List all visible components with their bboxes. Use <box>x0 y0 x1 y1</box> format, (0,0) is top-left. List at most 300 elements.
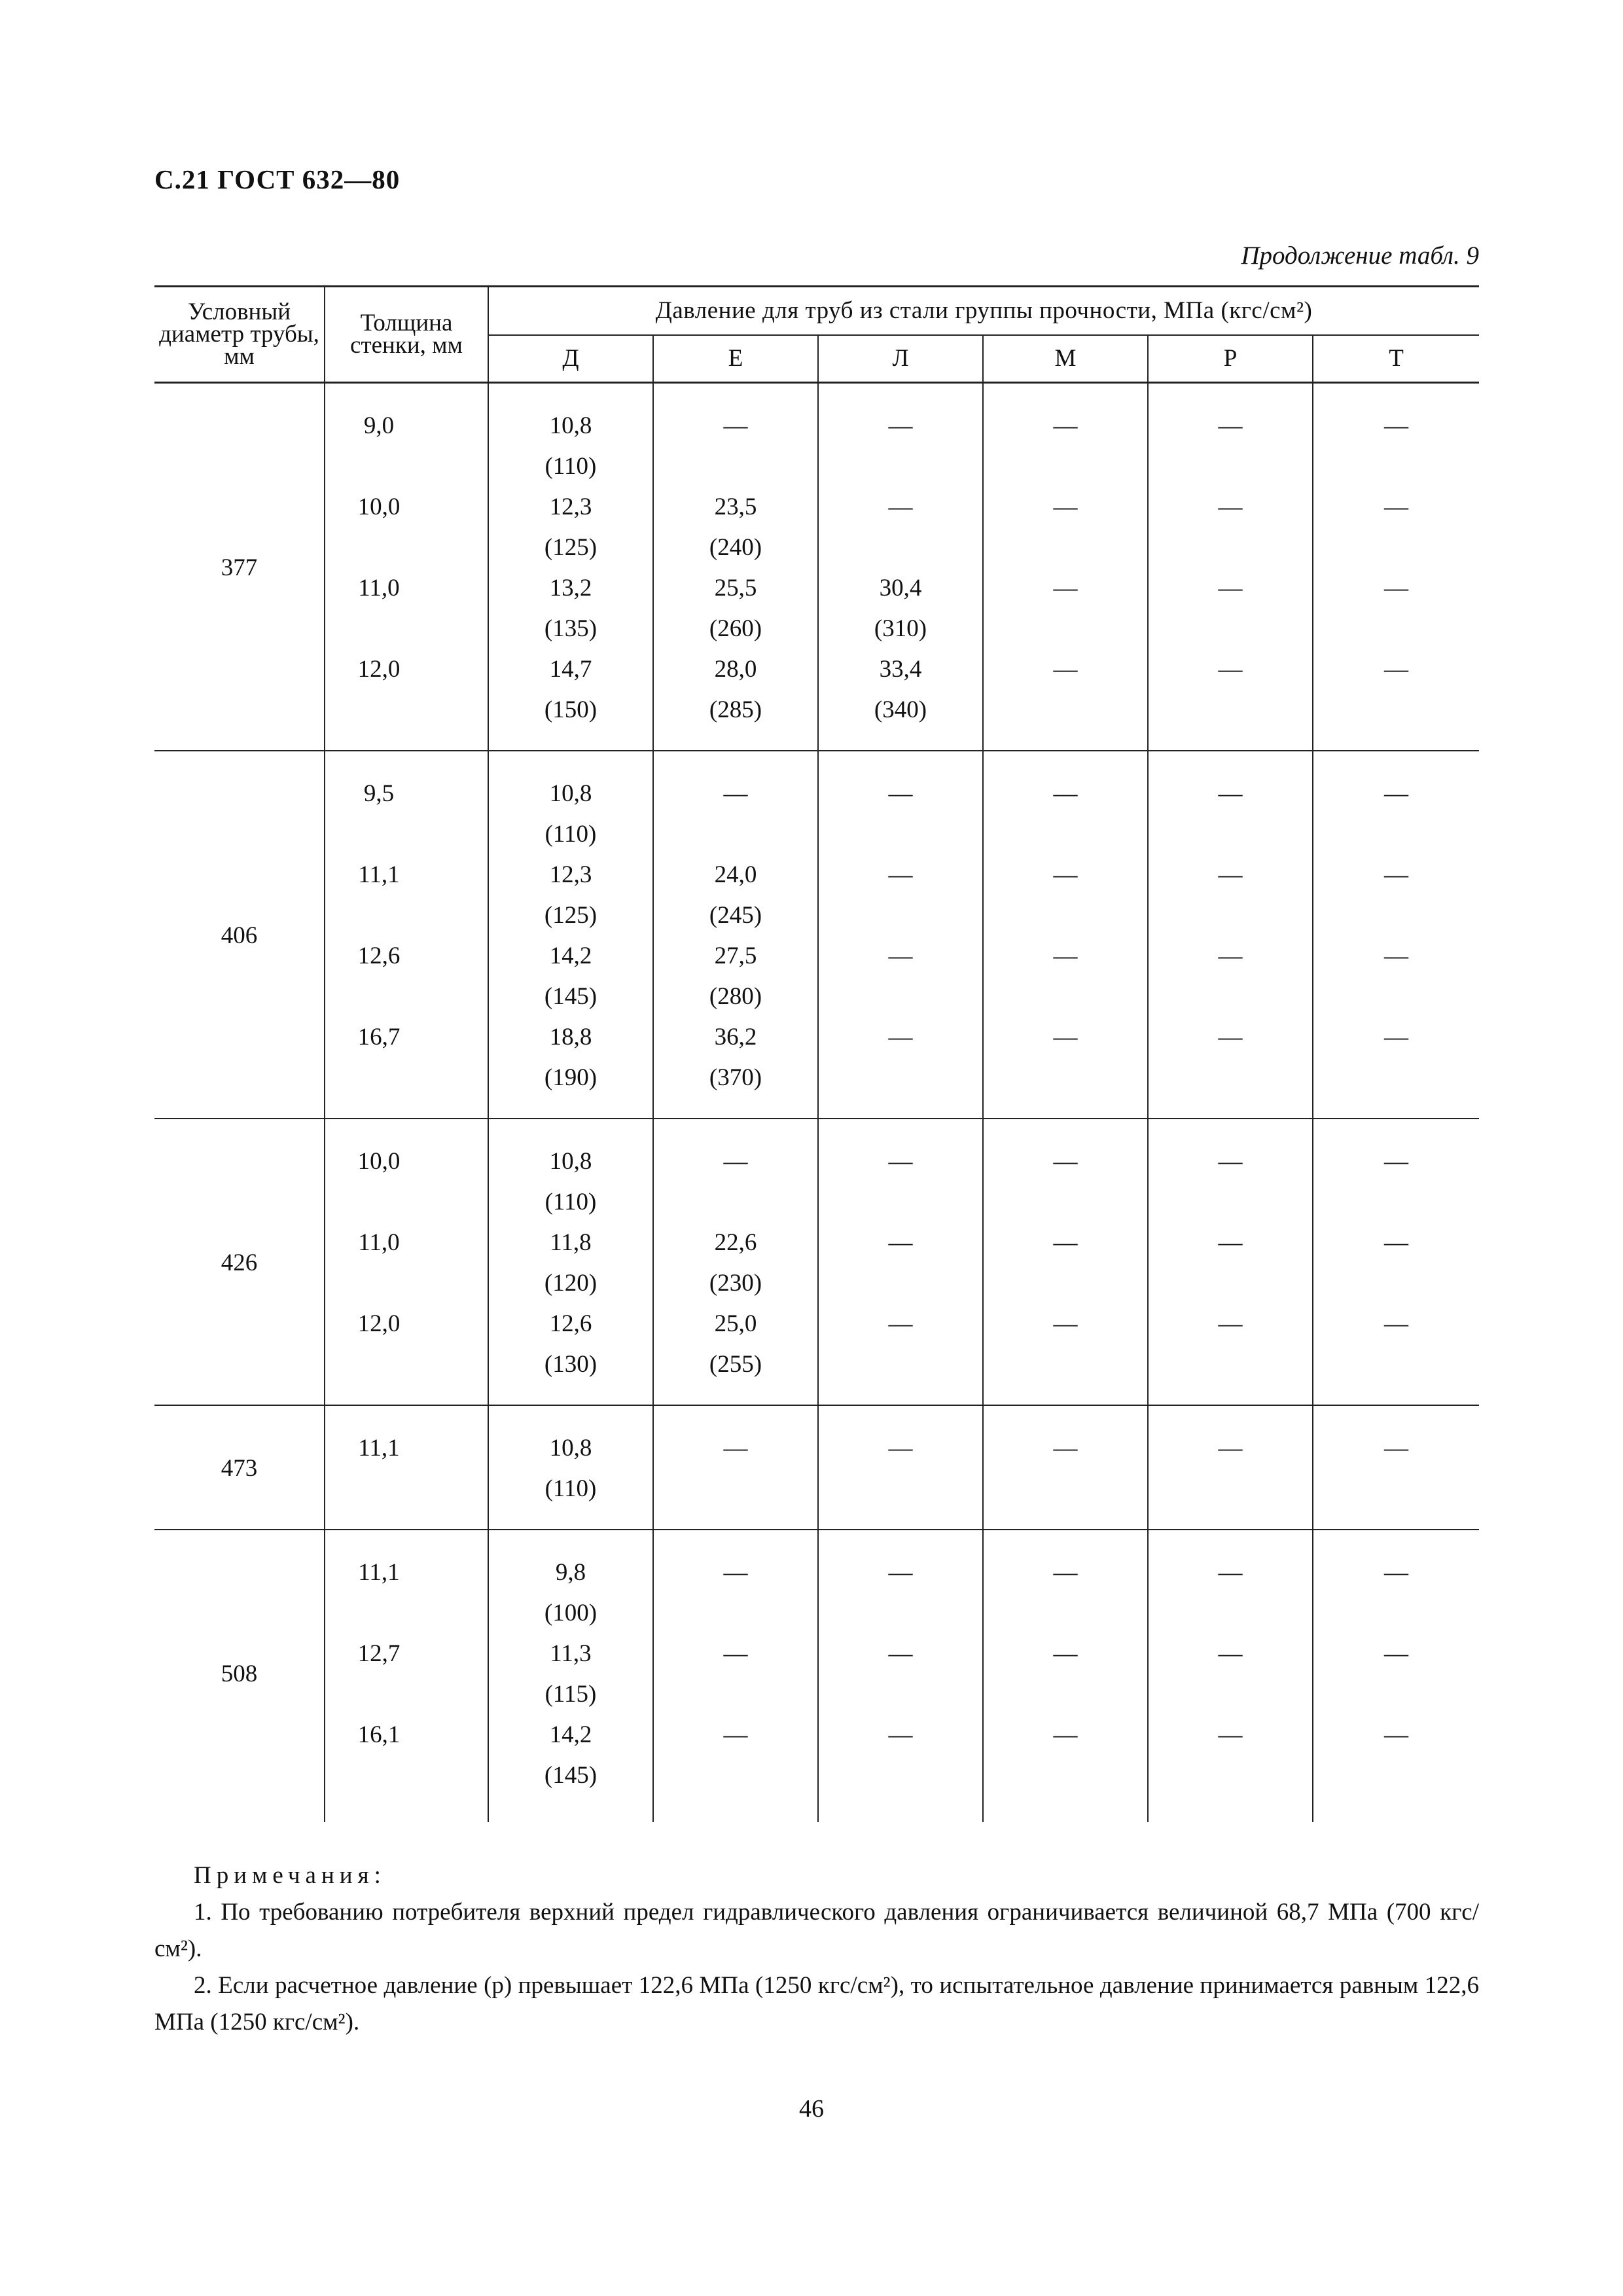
thickness-cell: 11,0 <box>325 568 488 609</box>
spacer-cell <box>653 730 818 751</box>
pressure-kgf-cell <box>1148 895 1313 936</box>
pressure-mpa-cell: 12,3 <box>488 487 653 528</box>
pressure-kgf-cell <box>653 446 818 487</box>
pressure-kgf-cell <box>1313 1469 1479 1509</box>
pressure-kgf-cell <box>818 1755 983 1796</box>
spacer-cell <box>818 1405 983 1428</box>
spacer-cell <box>488 1405 653 1428</box>
pressure-mpa-cell: — <box>818 1428 983 1469</box>
spacer-cell <box>1148 751 1313 774</box>
spacer-cell <box>1148 1509 1313 1530</box>
table-row <box>154 1304 1479 1344</box>
spacer-cell <box>818 1385 983 1405</box>
pressure-kgf-cell <box>1148 1674 1313 1715</box>
pressure-mpa-cell: — <box>1148 568 1313 609</box>
thickness-cell: 10,0 <box>325 1141 488 1182</box>
pressure-mpa-cell: — <box>983 1552 1148 1593</box>
group-spacer-row <box>154 383 1479 406</box>
group-spacer-row <box>154 751 1479 774</box>
pressure-mpa-cell: 36,2 <box>653 1017 818 1058</box>
note-item: 1. По требованию потребителя верхний предел гидравлического давления ограничивается величиной 68,7 МПа (700 кгс/см²). <box>154 1899 1479 1962</box>
pressure-kgf-cell <box>1148 814 1313 855</box>
pressure-kgf-cell: (190) <box>488 1058 653 1098</box>
grade-header-e: Е <box>653 335 818 383</box>
thickness-cell <box>325 1344 488 1385</box>
pressure-mpa-cell: — <box>983 406 1148 446</box>
pressure-kgf-cell <box>983 895 1148 936</box>
spacer-cell <box>488 1098 653 1119</box>
spacer-cell <box>325 1405 488 1428</box>
pressure-kgf-cell <box>1313 609 1479 649</box>
pressure-mpa-cell: 18,8 <box>488 1017 653 1058</box>
spacer-cell <box>325 1098 488 1119</box>
thickness-cell <box>325 977 488 1017</box>
thickness-cell <box>325 895 488 936</box>
pressure-kgf-cell: (135) <box>488 609 653 649</box>
group-spacer-row <box>154 1405 1479 1428</box>
pressure-kgf-cell <box>1313 1344 1479 1385</box>
pressure-mpa-cell: 13,2 <box>488 568 653 609</box>
spacer-cell <box>1313 1405 1479 1428</box>
table-row <box>154 1715 1479 1755</box>
spacer-cell <box>818 1796 983 1822</box>
pressure-mpa-cell: — <box>1148 1715 1313 1755</box>
pressure-kgf-cell: (370) <box>653 1058 818 1098</box>
pressure-mpa-cell: — <box>1313 1223 1479 1263</box>
pressure-mpa-cell: — <box>1148 1141 1313 1182</box>
group-bottom-row <box>154 1098 1479 1119</box>
spacer-cell <box>983 1509 1148 1530</box>
pressure-mpa-cell: 25,0 <box>653 1304 818 1344</box>
thickness-cell <box>325 609 488 649</box>
pressure-kgf-cell <box>1148 609 1313 649</box>
spacer-cell <box>488 383 653 406</box>
spacer-cell <box>154 1796 325 1822</box>
pressure-mpa-cell: 33,4 <box>818 649 983 690</box>
thickness-cell: 11,1 <box>325 1428 488 1469</box>
pressure-kgf-cell <box>1148 1344 1313 1385</box>
spacer-cell <box>1313 751 1479 774</box>
pressure-mpa-cell: 30,4 <box>818 568 983 609</box>
diameter-cell: 426 <box>221 1249 258 1276</box>
pressure-mpa-cell: 24,0 <box>653 855 818 895</box>
spacer-cell <box>983 383 1148 406</box>
spacer-cell <box>1313 1796 1479 1822</box>
spacer-cell <box>488 1530 653 1552</box>
thickness-cell <box>325 1058 488 1098</box>
table-row <box>154 649 1479 690</box>
pressure-mpa-cell: — <box>653 1715 818 1755</box>
pressure-kgf-cell <box>653 814 818 855</box>
pressure-kgf-cell: (280) <box>653 977 818 1017</box>
pressure-kgf-cell <box>818 1263 983 1304</box>
pressure-mpa-cell: — <box>1148 1017 1313 1058</box>
pressure-kgf-cell <box>983 1182 1148 1223</box>
table-row <box>154 690 1479 730</box>
table-row <box>154 487 1479 528</box>
grade-header-t: Т <box>1313 335 1479 383</box>
pressure-mpa-cell: 11,8 <box>488 1223 653 1263</box>
pressure-kgf-cell <box>1148 1058 1313 1098</box>
table-row <box>154 936 1479 977</box>
pressure-kgf-cell <box>818 1469 983 1509</box>
spacer-cell <box>325 1530 488 1552</box>
spacer-cell <box>325 1509 488 1530</box>
pressure-kgf-cell <box>983 1755 1148 1796</box>
pressure-mpa-cell: — <box>818 1552 983 1593</box>
pressure-mpa-cell: — <box>653 1552 818 1593</box>
pressure-mpa-cell: 28,0 <box>653 649 818 690</box>
pressure-kgf-cell <box>818 814 983 855</box>
thickness-cell: 11,1 <box>325 1552 488 1593</box>
pressure-mpa-cell: 22,6 <box>653 1223 818 1263</box>
pressure-kgf-cell <box>983 977 1148 1017</box>
spacer-cell <box>818 1119 983 1141</box>
spacer-cell <box>325 383 488 406</box>
pressure-mpa-cell: — <box>818 406 983 446</box>
table-row <box>154 1141 1479 1182</box>
table-row <box>154 1263 1479 1304</box>
pressure-mpa-cell: 14,2 <box>488 936 653 977</box>
pressure-kgf-cell: (110) <box>488 1469 653 1509</box>
table-row <box>154 1017 1479 1058</box>
thickness-cell <box>325 446 488 487</box>
pressure-mpa-cell: — <box>983 936 1148 977</box>
thickness-cell: 9,5 <box>325 774 488 814</box>
table-row <box>154 1469 1479 1509</box>
table-row <box>154 1755 1479 1796</box>
pressure-mpa-cell: 10,8 <box>488 1141 653 1182</box>
table-row <box>154 609 1479 649</box>
spacer-cell <box>488 1119 653 1141</box>
pressure-mpa-cell: — <box>983 1304 1148 1344</box>
pressure-kgf-cell <box>1148 1593 1313 1634</box>
pressure-mpa-cell: — <box>1313 406 1479 446</box>
thickness-cell: 9,0 <box>325 406 488 446</box>
pressure-mpa-cell: — <box>1148 1428 1313 1469</box>
pressure-kgf-cell <box>1313 446 1479 487</box>
pressure-kgf-cell <box>1148 1182 1313 1223</box>
spacer-cell <box>653 751 818 774</box>
pressure-kgf-cell <box>1313 1058 1479 1098</box>
pressure-mpa-cell: — <box>1313 936 1479 977</box>
thickness-cell <box>325 814 488 855</box>
pressure-mpa-cell: — <box>1148 774 1313 814</box>
pressure-mpa-cell: — <box>1148 649 1313 690</box>
notes-title: Примечания: <box>194 1862 386 1889</box>
pressure-kgf-cell <box>1313 895 1479 936</box>
thickness-cell <box>325 528 488 568</box>
table-end-spacer-row <box>154 1796 1479 1822</box>
pressure-kgf-cell <box>983 690 1148 730</box>
pressure-mpa-cell: — <box>1313 1141 1479 1182</box>
spacer-cell <box>653 1119 818 1141</box>
pressure-mpa-cell: — <box>1148 406 1313 446</box>
spacer-cell <box>154 1405 325 1428</box>
pressure-mpa-cell: 23,5 <box>653 487 818 528</box>
spacer-cell <box>1148 1796 1313 1822</box>
pressure-kgf-cell <box>1148 528 1313 568</box>
spacer-cell <box>154 730 325 751</box>
spacer-cell <box>1148 1530 1313 1552</box>
pressure-kgf-cell: (120) <box>488 1263 653 1304</box>
spacer-cell <box>983 1385 1148 1405</box>
pressure-mpa-cell: 10,8 <box>488 1428 653 1469</box>
group-bottom-row <box>154 730 1479 751</box>
spacer-cell <box>818 1509 983 1530</box>
spacer-cell <box>653 383 818 406</box>
table-row <box>154 895 1479 936</box>
pressure-kgf-cell: (125) <box>488 528 653 568</box>
pressure-kgf-cell: (110) <box>488 446 653 487</box>
table-row <box>154 528 1479 568</box>
grade-header-m: М <box>983 335 1148 383</box>
pressure-kgf-cell: (340) <box>818 690 983 730</box>
pressure-kgf-cell: (110) <box>488 1182 653 1223</box>
table-row <box>154 1223 1479 1263</box>
pressure-kgf-cell <box>983 814 1148 855</box>
spacer-cell <box>983 751 1148 774</box>
spacer-cell <box>154 1385 325 1405</box>
table-row <box>154 1674 1479 1715</box>
pressure-kgf-cell <box>653 1674 818 1715</box>
pressure-kgf-cell <box>1148 1755 1313 1796</box>
pressure-mpa-cell: — <box>653 1428 818 1469</box>
thickness-cell <box>325 1755 488 1796</box>
pressure-mpa-cell: — <box>1148 487 1313 528</box>
spacer-cell <box>983 1405 1148 1428</box>
spacer-cell <box>983 1530 1148 1552</box>
pressure-mpa-cell: — <box>1313 1715 1479 1755</box>
thickness-cell: 10,0 <box>325 487 488 528</box>
spacer-cell <box>818 751 983 774</box>
group-spacer-row <box>154 1119 1479 1141</box>
thickness-cell: 12,6 <box>325 936 488 977</box>
pressure-kgf-cell <box>1313 528 1479 568</box>
pressure-mpa-cell: — <box>1313 1428 1479 1469</box>
spacer-cell <box>488 1796 653 1822</box>
grade-header-d: Д <box>488 335 653 383</box>
spacer-cell <box>983 1119 1148 1141</box>
pressure-kgf-cell <box>1313 1674 1479 1715</box>
pressure-mpa-cell: 11,3 <box>488 1634 653 1674</box>
pressure-mpa-cell: — <box>818 936 983 977</box>
pressure-mpa-cell: — <box>983 774 1148 814</box>
spacer-cell <box>983 1098 1148 1119</box>
table-row <box>154 1552 1479 1593</box>
pressure-mpa-cell: — <box>1313 774 1479 814</box>
pressure-mpa-cell: — <box>983 1715 1148 1755</box>
pressure-mpa-cell: — <box>1313 649 1479 690</box>
spacer-cell <box>154 751 325 774</box>
group-spacer-row <box>154 1530 1479 1552</box>
pressure-kgf-cell: (240) <box>653 528 818 568</box>
spacer-cell <box>818 730 983 751</box>
pressure-mpa-cell: — <box>653 1141 818 1182</box>
pressure-column-header: Давление для труб из стали группы прочности, МПа (кгс/см²) <box>488 287 1479 336</box>
spacer-cell <box>154 1119 325 1141</box>
thickness-column-header: Толщина стенки, мм <box>325 287 488 383</box>
pressure-kgf-cell <box>1148 1263 1313 1304</box>
pressure-kgf-cell <box>1148 446 1313 487</box>
pressure-kgf-cell: (260) <box>653 609 818 649</box>
spacer-cell <box>488 1385 653 1405</box>
diameter-cell: 473 <box>221 1455 258 1482</box>
spacer-cell <box>653 1509 818 1530</box>
pressure-mpa-cell: — <box>983 1017 1148 1058</box>
spacer-cell <box>1313 1509 1479 1530</box>
pressure-kgf-cell <box>818 1674 983 1715</box>
pressure-kgf-cell <box>653 1593 818 1634</box>
spacer-cell <box>1313 1385 1479 1405</box>
pressure-mpa-cell: — <box>1313 1634 1479 1674</box>
pressure-kgf-cell <box>818 1058 983 1098</box>
pressure-mpa-cell: — <box>1313 1552 1479 1593</box>
spacer-cell <box>154 383 325 406</box>
spacer-cell <box>818 383 983 406</box>
pressure-mpa-cell: — <box>818 855 983 895</box>
pressure-mpa-cell: — <box>818 1017 983 1058</box>
pressure-kgf-cell: (125) <box>488 895 653 936</box>
spacer-cell <box>1148 1119 1313 1141</box>
pressure-kgf-cell <box>818 1182 983 1223</box>
spacer-cell <box>983 730 1148 751</box>
pressure-kgf-cell <box>983 446 1148 487</box>
pressure-mpa-cell: — <box>983 649 1148 690</box>
pressure-kgf-cell: (255) <box>653 1344 818 1385</box>
pressure-mpa-cell: — <box>818 1304 983 1344</box>
pressure-kgf-cell <box>1313 1755 1479 1796</box>
pressure-mpa-cell: — <box>653 774 818 814</box>
group-bottom-row <box>154 1509 1479 1530</box>
pressure-mpa-cell: — <box>1313 1304 1479 1344</box>
pressure-mpa-cell: — <box>818 774 983 814</box>
table-row <box>154 1182 1479 1223</box>
spacer-cell <box>653 1530 818 1552</box>
pressure-kgf-cell <box>983 609 1148 649</box>
pressure-mpa-cell: 25,5 <box>653 568 818 609</box>
spacer-cell <box>1148 1385 1313 1405</box>
pressure-kgf-cell <box>1148 977 1313 1017</box>
pressure-kgf-cell <box>1148 690 1313 730</box>
spacer-cell <box>1313 1119 1479 1141</box>
pressure-mpa-cell: — <box>1148 855 1313 895</box>
table-row <box>154 977 1479 1017</box>
notes-section <box>154 1857 1479 2041</box>
pressure-mpa-cell: 10,8 <box>488 406 653 446</box>
pressure-mpa-cell: — <box>1148 1304 1313 1344</box>
pressure-mpa-cell: — <box>1313 1017 1479 1058</box>
pressure-kgf-cell: (100) <box>488 1593 653 1634</box>
thickness-cell <box>325 690 488 730</box>
pressure-kgf-cell: (115) <box>488 1674 653 1715</box>
spacer-cell <box>325 751 488 774</box>
spacer-cell <box>653 1385 818 1405</box>
thickness-cell: 11,0 <box>325 1223 488 1263</box>
pressure-kgf-cell: (145) <box>488 1755 653 1796</box>
pressure-kgf-cell <box>983 1263 1148 1304</box>
pressure-mpa-cell: — <box>818 1715 983 1755</box>
spacer-cell <box>154 1509 325 1530</box>
pressure-kgf-cell <box>653 1755 818 1796</box>
spacer-cell <box>1148 383 1313 406</box>
spacer-cell <box>325 730 488 751</box>
pressure-kgf-cell: (130) <box>488 1344 653 1385</box>
pressure-mpa-cell: — <box>818 1634 983 1674</box>
spacer-cell <box>154 1098 325 1119</box>
spacer-cell <box>653 1405 818 1428</box>
pressure-mpa-cell: — <box>1313 855 1479 895</box>
pressure-kgf-cell <box>818 895 983 936</box>
pressure-kgf-cell <box>1313 814 1479 855</box>
pressure-mpa-cell: — <box>1313 568 1479 609</box>
pressure-mpa-cell: — <box>983 1223 1148 1263</box>
pressure-mpa-cell: — <box>983 1141 1148 1182</box>
pressure-kgf-cell <box>983 1469 1148 1509</box>
table-row <box>154 1634 1479 1674</box>
pressure-kgf-cell: (310) <box>818 609 983 649</box>
pressure-mpa-cell: — <box>653 1634 818 1674</box>
pressure-kgf-cell: (145) <box>488 977 653 1017</box>
thickness-cell: 12,7 <box>325 1634 488 1674</box>
spacer-cell <box>653 1098 818 1119</box>
pressure-kgf-cell <box>818 446 983 487</box>
diameter-column-header: Условный диаметр трубы, мм <box>154 287 325 383</box>
spacer-cell <box>818 1530 983 1552</box>
spacer-cell <box>983 1796 1148 1822</box>
pressure-table <box>154 285 1479 1822</box>
pressure-mpa-cell: — <box>818 1223 983 1263</box>
table-body <box>154 383 1479 1823</box>
pressure-mpa-cell: — <box>983 1428 1148 1469</box>
table-row <box>154 1058 1479 1098</box>
spacer-cell <box>1148 1405 1313 1428</box>
pressure-kgf-cell <box>1313 1182 1479 1223</box>
spacer-cell <box>325 1385 488 1405</box>
pressure-kgf-cell: (150) <box>488 690 653 730</box>
pressure-mpa-cell: — <box>1148 1223 1313 1263</box>
table-row <box>154 814 1479 855</box>
pressure-kgf-cell <box>1313 1593 1479 1634</box>
spacer-cell <box>1313 1098 1479 1119</box>
table-row <box>154 568 1479 609</box>
note-item: 2. Если расчетное давление (р) превышает 122,6 МПа (1250 кгс/см²), то испытательное давление принимается равным 122,6 МПа (1250 кгс/см²). <box>154 1972 1479 2036</box>
pressure-kgf-cell <box>1148 1469 1313 1509</box>
pressure-kgf-cell: (110) <box>488 814 653 855</box>
table-row <box>154 1428 1479 1469</box>
pressure-kgf-cell <box>653 1469 818 1509</box>
spacer-cell <box>325 1119 488 1141</box>
table-row <box>154 774 1479 814</box>
pressure-kgf-cell <box>818 1344 983 1385</box>
pressure-kgf-cell <box>983 1674 1148 1715</box>
pressure-mpa-cell: — <box>983 1634 1148 1674</box>
pressure-mpa-cell: 14,2 <box>488 1715 653 1755</box>
group-bottom-row <box>154 1385 1479 1405</box>
pressure-mpa-cell: — <box>983 568 1148 609</box>
pressure-mpa-cell: — <box>983 855 1148 895</box>
pressure-kgf-cell <box>1313 1263 1479 1304</box>
thickness-cell <box>325 1469 488 1509</box>
pressure-kgf-cell: (245) <box>653 895 818 936</box>
grade-header-r: Р <box>1148 335 1313 383</box>
spacer-cell <box>1148 730 1313 751</box>
pressure-mpa-cell: — <box>1148 1552 1313 1593</box>
spacer-cell <box>488 751 653 774</box>
pressure-kgf-cell <box>1313 690 1479 730</box>
pressure-mpa-cell: 27,5 <box>653 936 818 977</box>
pressure-kgf-cell <box>983 528 1148 568</box>
